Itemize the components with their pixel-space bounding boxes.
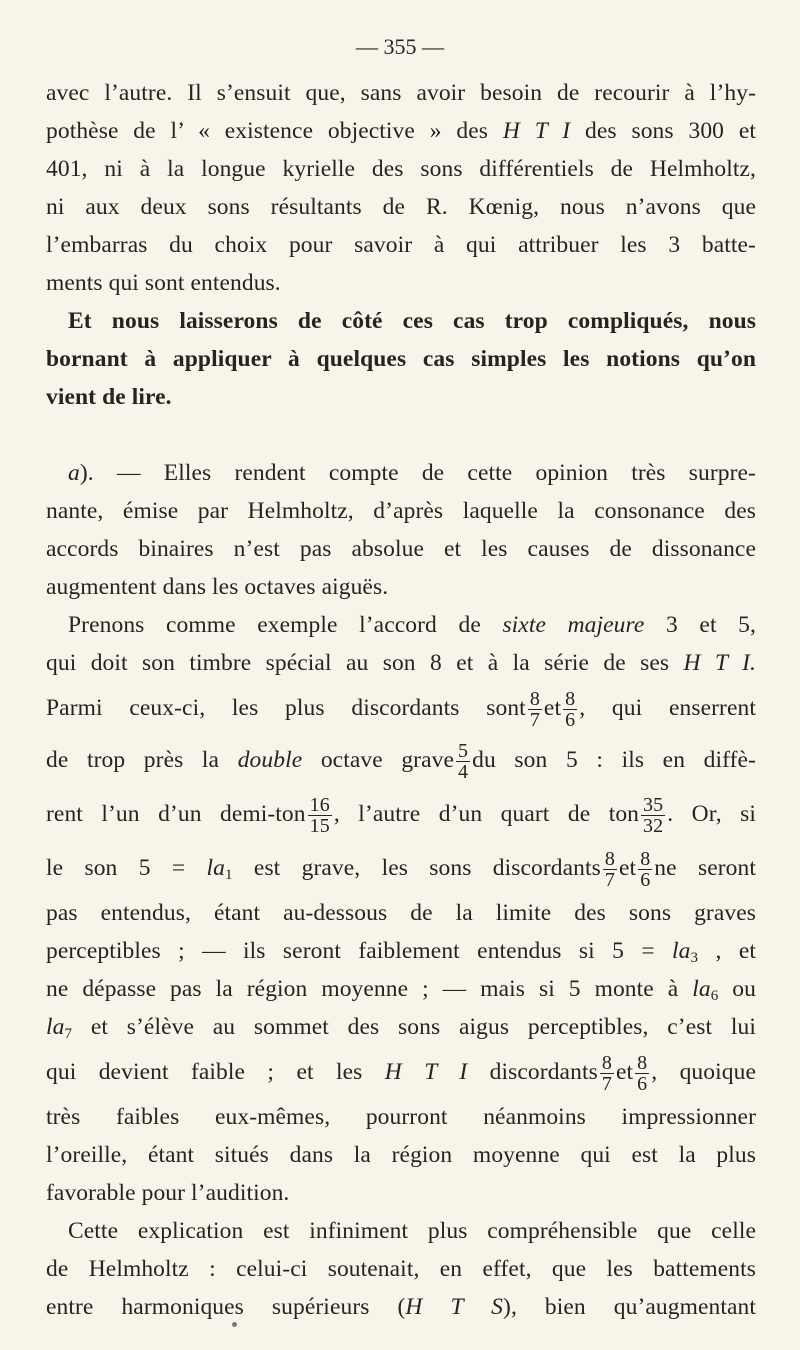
paragraph-2 <box>46 302 756 416</box>
page-body <box>46 74 756 1326</box>
fraction-8-6: $\frac{8}{6}$ <box>640 848 651 892</box>
text-line: pas entendus, étant au-dessous de la limite des sons graves <box>46 900 756 926</box>
text-line: très faibles eux-mêmes, pourront néanmoins impressionner <box>46 1104 756 1130</box>
text-line: avec l’autre. Il s’ensuit que, sans avoir besoin de recourir à l’hy- <box>46 80 756 106</box>
fraction-5-4: $\frac{5}{4}$ <box>458 740 469 784</box>
text-line: perceptibles ; — ils seront faiblement entendus si $5 = la_3$ , et <box>46 938 756 966</box>
text-line: Parmi ceux-ci, les plus discordants sont $\frac{8}{7}$ et $\frac{8}{6}$ , qui enserrent <box>46 688 756 732</box>
fraction-16-15: $\frac{16}{15}$ <box>309 794 330 838</box>
text-line: 401, ni à la longue kyrielle des sons différentiels de Helmholtz, <box>46 156 756 182</box>
text-line: qui devient faible ; et les H T I discordants $\frac{8}{7}$ et $\frac{8}{6}$ , quoique <box>46 1052 756 1096</box>
text-line: bornant à appliquer à quelques cas simples les notions qu’on <box>46 346 756 372</box>
blank-line <box>46 416 756 454</box>
text-line: $la_7$ et s’élève au sommet des sons aigus perceptibles, c’est lui <box>46 1014 756 1042</box>
text-line: ments qui sont entendus. <box>46 270 281 296</box>
text-line: qui doit son timbre spécial au son 8 et à la série de ses H T I. <box>46 650 756 676</box>
text-line: le son $5 = la_1$ est grave, les sons discordants $\frac{8}{7}$ et $\frac{8}{6}$ ne seront <box>46 848 757 892</box>
text-line: l’embarras du choix pour savoir à qui attribuer les 3 batte- <box>46 232 756 258</box>
text-line: Cette explication est infiniment plus compréhensible que celle <box>68 1218 756 1244</box>
page-number: — 355 — <box>356 34 444 59</box>
text-line: augmentent dans les octaves aiguës. <box>46 574 389 600</box>
fraction-8-7: $\frac{8}{7}$ <box>601 1052 612 1096</box>
paragraph-3 <box>46 454 756 606</box>
text-line: rent l’un d’un demi-ton $\frac{16}{15}$ , l’autre d’un quart de ton $\frac{35}{32}$ . Or, si <box>46 794 756 838</box>
fraction-8-7: $\frac{8}{7}$ <box>604 848 616 892</box>
fraction-8-6: $\frac{8}{6}$ <box>637 1052 648 1096</box>
fraction-8-7: $\frac{8}{7}$ <box>529 688 540 732</box>
text-line: de Helmholtz : celui-ci soutenait, en effet, que les battements <box>46 1256 756 1282</box>
fraction-8-6: $\frac{8}{6}$ <box>565 688 576 732</box>
ink-speck <box>232 1322 237 1327</box>
text-line: vient de lire. <box>46 384 172 410</box>
text-line: entre harmoniques supérieurs (H T S), bien qu’augmentant <box>46 1294 756 1320</box>
text-line: Prenons comme exemple l’accord de sixte majeure 3 et 5, <box>68 612 756 638</box>
text-line: pothèse de l’ « existence objective » des H T I des sons 300 et <box>46 118 756 144</box>
fraction-35-32: $\frac{35}{32}$ <box>643 794 664 838</box>
text-line: de trop près la double octave grave $\frac{5}{4}$ du son 5 : ils en diffè- <box>46 740 757 784</box>
text-line: Et nous laisserons de côté ces cas trop compliqués, nous <box>68 308 756 334</box>
text-line: a). — Elles rendent compte de cette opinion très surpre- <box>68 460 756 486</box>
text-line: nante, émise par Helmholtz, d’après laquelle la consonance des <box>46 498 756 524</box>
text-line: ne dépasse pas la région moyenne ; — mais si 5 monte à $la_6$ ou <box>46 976 756 1004</box>
paragraph-5 <box>46 1212 756 1326</box>
text-line: l’oreille, étant situés dans la région moyenne qui est la plus <box>46 1142 756 1168</box>
paragraph-4 <box>46 606 756 1212</box>
text-line: ni aux deux sons résultants de R. Kœnig, nous n’avons que <box>46 194 756 220</box>
text-line: favorable pour l’audition. <box>46 1180 290 1206</box>
paragraph-1 <box>46 74 756 302</box>
text-line: accords binaires n’est pas absolue et les causes de dissonance <box>46 536 756 562</box>
